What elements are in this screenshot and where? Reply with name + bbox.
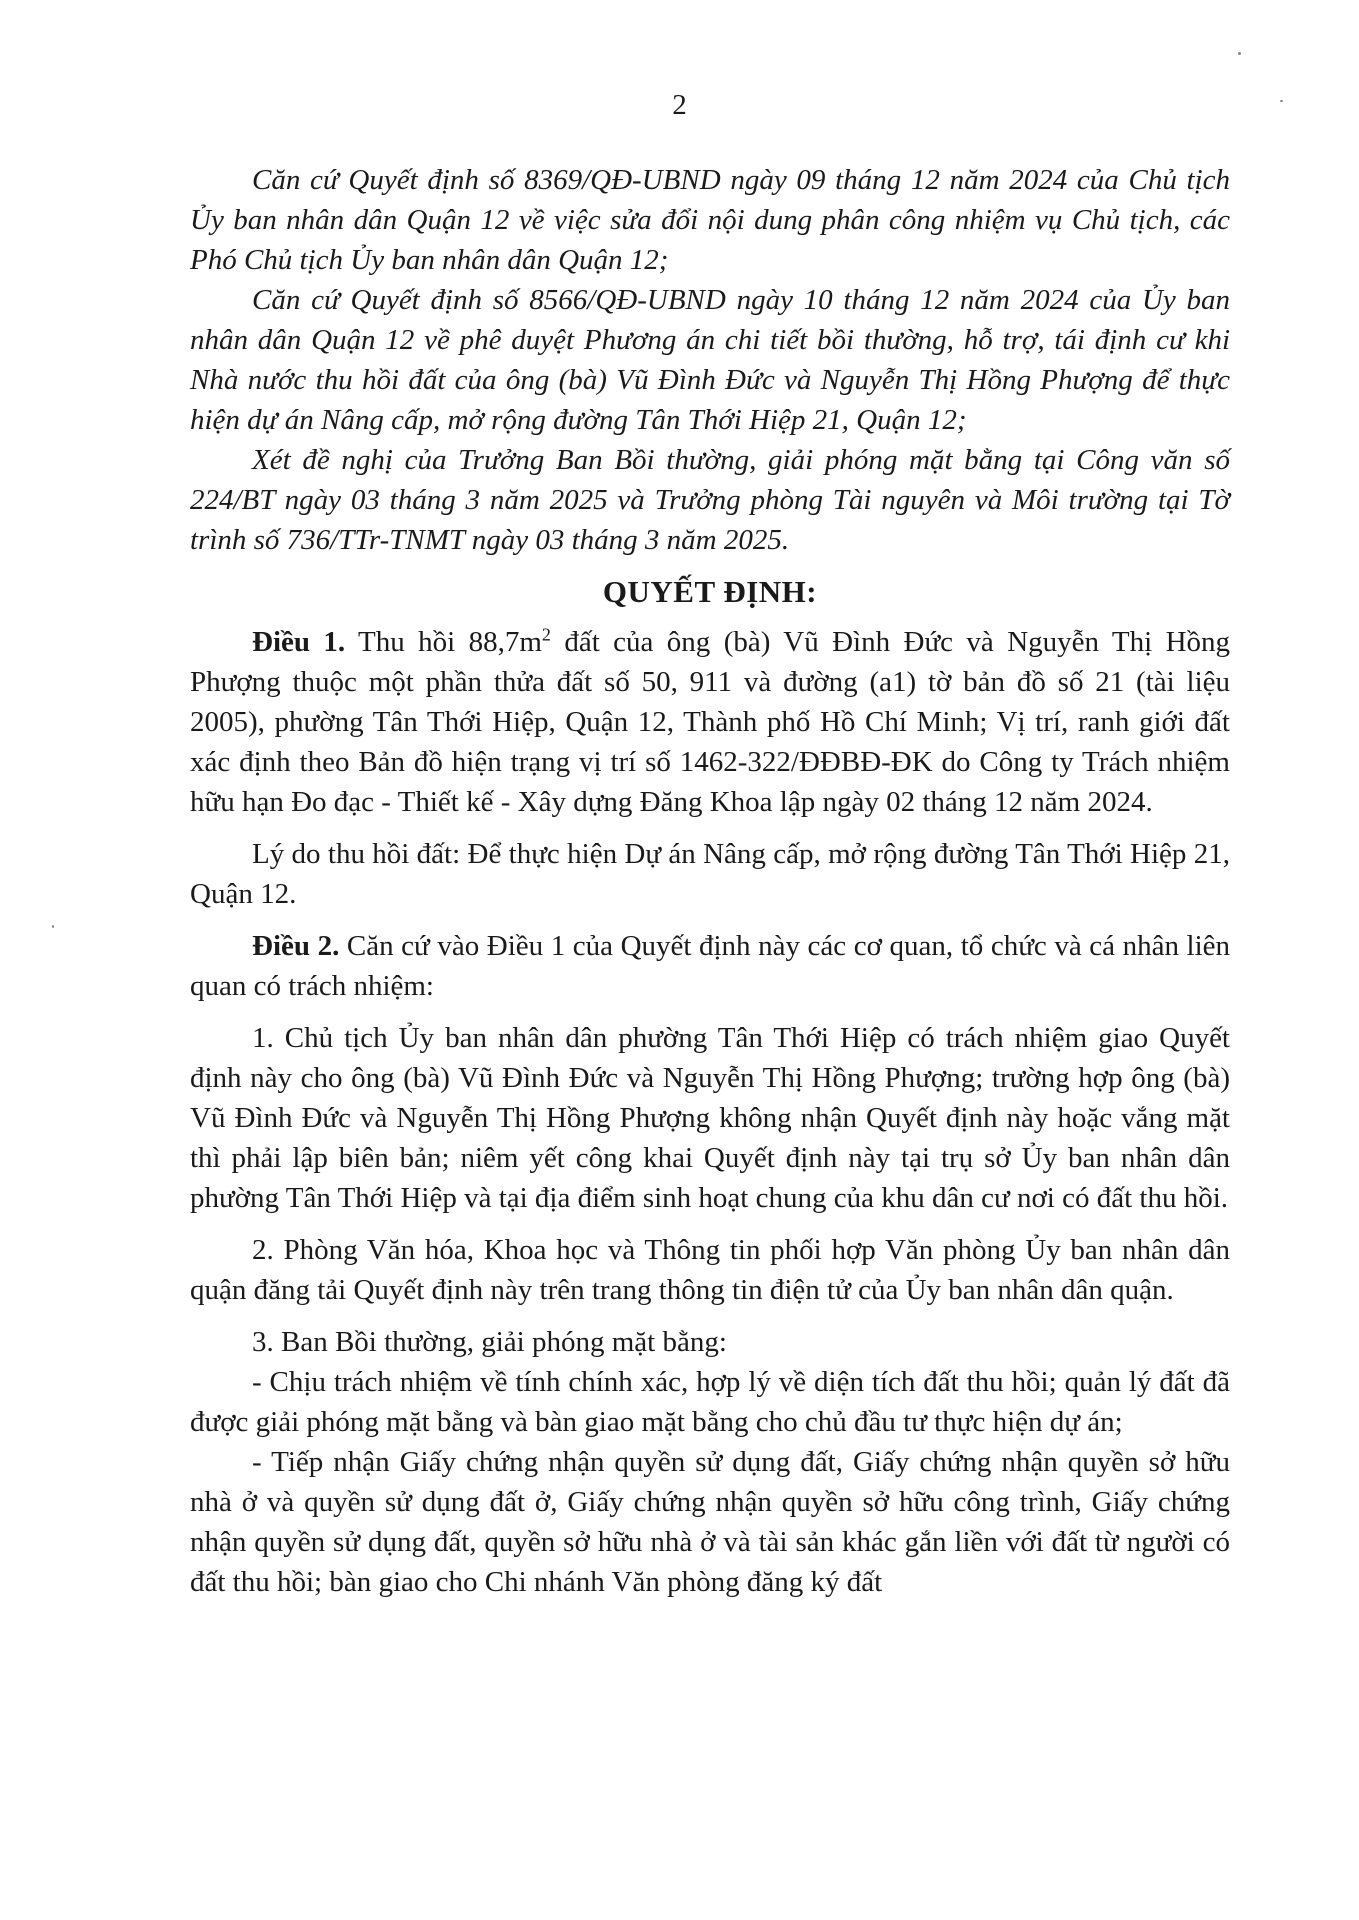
scan-speck: [1280, 100, 1283, 102]
bullet-paragraph-1: - Chịu trách nhiệm về tính chính xác, hợp lý về diện tích đất thu hồi; quản lý đất đã được giải phóng mặt bằng và bàn giao mặt bằng cho chủ đầu tư thực hiện dự án;: [190, 1366, 1230, 1438]
article-1-text-after: đất của ông (bà) Vũ Đình Đức và Nguyễn Thị Hồng Phượng thuộc một phần thửa đất số 50, 911 và đường (a1) tờ bản đồ số 21 (tài liệu 2005), phường Tân Thới Hiệp, Quận 12, Thành phố Hồ Chí Minh; Vị trí, ranh giới đất xác định theo Bản đồ hiện trạng vị trí số 1462-322/ĐĐBĐ-ĐK do Công ty Trách nhiệm hữu hạn Đo đạc - Thiết kế - Xây dựng Đăng Khoa lập ngày 02 tháng 12 năm 2024.: [190, 626, 1231, 818]
decision-heading: QUYẾT ĐỊNH:: [602, 574, 818, 609]
scan-speck: [1238, 52, 1241, 55]
preamble-paragraph-2: Căn cứ Quyết định số 8566/QĐ-UBND ngày 10 tháng 12 năm 2024 của Ủy ban nhân dân Quận 12 về phê duyệt Phương án chi tiết bồi thường, hỗ trợ, tái định cư khi Nhà nước thu hồi đất của ông (bà) Vũ Đình Đức và Nguyễn Thị Hồng Phượng để thực hiện dự án Nâng cấp, mở rộng đường Tân Thới Hiệp 21, Quận 12;: [190, 284, 1230, 436]
preamble-paragraph-1: Căn cứ Quyết định số 8369/QĐ-UBND ngày 09 tháng 12 năm 2024 của Chủ tịch Ủy ban nhân dân Quận 12 về việc sửa đổi nội dung phân công nhiệm vụ Chủ tịch, các Phó Chủ tịch Ủy ban nhân dân Quận 12;: [190, 164, 1230, 276]
item-2-paragraph: 2. Phòng Văn hóa, Khoa học và Thông tin phối hợp Văn phòng Ủy ban nhân dân quận đăng tải Quyết định này trên trang thông tin điện tử của Ủy ban nhân dân quận.: [190, 1234, 1230, 1306]
scan-speck: [52, 925, 54, 928]
article-2-text: Căn cứ vào Điều 1 của Quyết định này các cơ quan, tổ chức và cá nhân liên quan có trách nhiệm:: [190, 930, 1231, 1002]
preamble-paragraph-3: Xét đề nghị của Trưởng Ban Bồi thường, giải phóng mặt bằng tại Công văn số 224/BT ngày 03 tháng 3 năm 2025 và Trưởng phòng Tài nguyên và Môi trường tại Tờ trình số 736/TTr-TNMT ngày 03 tháng 3 năm 2025.: [190, 444, 1230, 556]
document-body: [190, 160, 1230, 1602]
article-2-label: Điều 2.: [252, 930, 340, 962]
page-number: 2: [672, 89, 687, 121]
reason-paragraph: Lý do thu hồi đất: Để thực hiện Dự án Nâng cấp, mở rộng đường Tân Thới Hiệp 21, Quận 12.: [190, 838, 1230, 910]
article-1-text-before: Thu hồi 88,7m: [345, 626, 542, 658]
bullet-paragraph-2: - Tiếp nhận Giấy chứng nhận quyền sử dụng đất, Giấy chứng nhận quyền sở hữu nhà ở và quyền sử dụng đất ở, Giấy chứng nhận quyền sở hữu công trình, Giấy chứng nhận quyền sử dụng đất, quyền sở hữu nhà ở và tài sản khác gắn liền với đất từ người có đất thu hồi; bàn giao cho Chi nhánh Văn phòng đăng ký đất: [190, 1446, 1230, 1598]
article-1-superscript: 2: [541, 624, 551, 645]
article-1-label: Điều 1.: [252, 626, 346, 658]
item-3-paragraph: 3. Ban Bồi thường, giải phóng mặt bằng:: [252, 1326, 727, 1358]
item-1-paragraph: 1. Chủ tịch Ủy ban nhân dân phường Tân Thới Hiệp có trách nhiệm giao Quyết định này cho ông (bà) Vũ Đình Đức và Nguyễn Thị Hồng Phượng; trường hợp ông (bà) Vũ Đình Đức và Nguyễn Thị Hồng Phượng không nhận Quyết định này hoặc vắng mặt thì phải lập biên bản; niêm yết công khai Quyết định này tại trụ sở Ủy ban nhân dân phường Tân Thới Hiệp và tại địa điểm sinh hoạt chung của khu dân cư nơi có đất thu hồi.: [190, 1022, 1230, 1214]
article-2-paragraph: [190, 926, 1230, 1006]
article-1-paragraph: [190, 622, 1230, 822]
